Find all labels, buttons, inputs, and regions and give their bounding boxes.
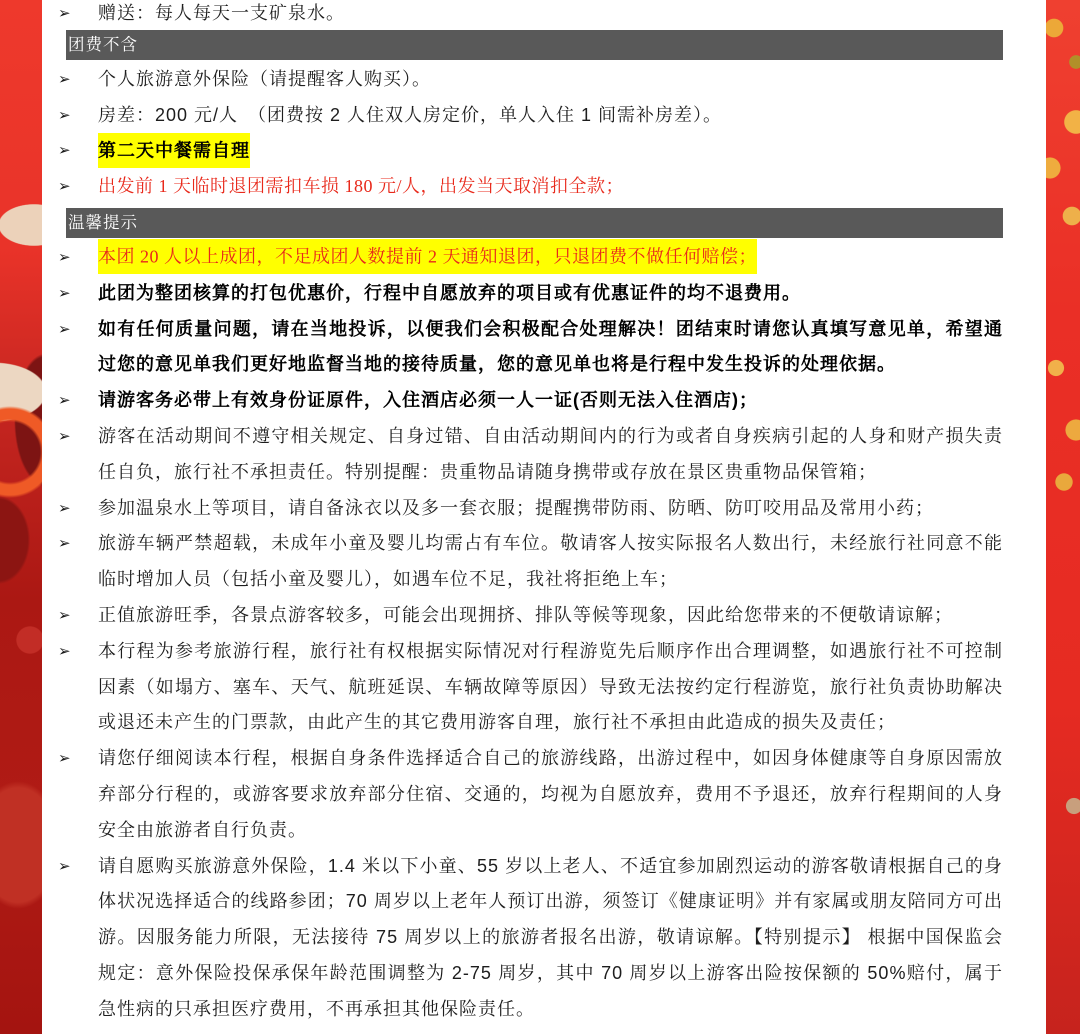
highlighted-text: 第二天中餐需自理 [98, 133, 250, 168]
list-item [58, 98, 1003, 134]
list-item-text: 房差：200 元/人 （团费按 2 人住双人房定价，单人入住 1 间需补房差）。 [98, 104, 723, 125]
bullet-arrow-icon: ➢ [58, 106, 71, 124]
list-item [58, 849, 1003, 1028]
list-item-text: 赠送：每人每天一支矿泉水。 [98, 3, 345, 23]
fees-excluded-list [58, 62, 1003, 205]
list-item-text: 本行程为参考旅游行程，旅行社有权根据实际情况对行程游览先后顺序作出合理调整，如遇旅行社不可控制因素（如塌方、塞车、天气、航班延误、车辆故障等原因）导致无法按约定行程游览，旅行社负责协助解决或退还未产生的门票款，由此产生的其它费用游客自理，旅行社不承担由此造成的损失及责任； [98, 640, 1003, 733]
list-item [58, 419, 1003, 491]
list-item-text: 此团为整团核算的打包优惠价，行程中自愿放弃的项目或有优惠证件的均不退费用。 [98, 282, 801, 303]
bullet-arrow-icon: ➢ [58, 642, 71, 660]
bullet-arrow-icon: ➢ [58, 178, 71, 196]
bullet-arrow-icon: ➢ [58, 284, 71, 302]
list-item-text: 旅游车辆严禁超载，未成年小童及婴儿均需占有车位。敬请客人按实际报名人数出行，未经旅行社同意不能临时增加人员（包括小童及婴儿），如遇车位不足，我社将拒绝上车； [98, 533, 1003, 590]
list-item [58, 598, 1003, 634]
bullet-arrow-icon: ➢ [58, 606, 71, 624]
list-item [58, 240, 1003, 276]
list-item-text: 如有任何质量问题，请在当地投诉，以便我们会积极配合处理解决！团结束时请您认真填写意见单，希望通过您的意见单我们更好地监督当地的接待质量，您的意见单也将是行程中发生投诉的处理依据。 [98, 318, 1003, 375]
section-header-warm-tips: 温馨提示 [66, 208, 1003, 238]
section-header-fees-excluded: 团费不含 [66, 30, 1003, 60]
list-item [58, 383, 1003, 419]
list-item [58, 526, 1003, 598]
bullet-arrow-icon: ➢ [58, 248, 71, 266]
bullet-arrow-icon: ➢ [58, 499, 71, 517]
list-item-text: 出发前 1 天临时退团需扣车损 180 元/人，出发当天取消扣全款； [98, 176, 624, 197]
bullet-arrow-icon: ➢ [58, 70, 71, 88]
bullet-arrow-icon: ➢ [58, 750, 71, 768]
list-item [58, 62, 1003, 98]
list-item-text: 请您仔细阅读本行程，根据自身条件选择适合自己的旅游线路，出游过程中，如因身体健康等自身原因需放弃部分行程的，或游客要求放弃部分住宿、交通的，均视为自愿放弃，费用不予退还，放弃行程期间的人身安全由旅游者自行负责。 [98, 748, 1003, 840]
list-item-text: 请游客务必带上有效身份证原件，入住酒店必须一人一证(否则无法入住酒店)； [98, 390, 758, 411]
bullet-arrow-icon: ➢ [58, 392, 71, 410]
list-item [58, 634, 1003, 741]
list-item [58, 491, 1003, 527]
list-item [58, 169, 1003, 205]
list-item-text: 个人旅游意外保险（请提醒客人购买）。 [98, 68, 431, 89]
bullet-arrow-icon: ➢ [58, 142, 71, 160]
left-decoration-border [0, 0, 42, 1034]
right-decoration-border [1046, 0, 1080, 1034]
warm-tips-list [58, 240, 1003, 1028]
list-item [58, 276, 1003, 312]
bullet-arrow-icon: ➢ [58, 535, 71, 553]
bullet-arrow-icon: ➢ [58, 5, 71, 22]
bullet-arrow-icon: ➢ [58, 857, 71, 875]
list-item [58, 741, 1003, 848]
list-item [58, 0, 1003, 32]
list-item-text: 参加温泉水上等项目，请自备泳衣以及多一套衣服；提醒携带防雨、防晒、防叮咬用品及常用小药； [98, 497, 934, 518]
list-item-text: 正值旅游旺季，各景点游客较多，可能会出现拥挤、排队等候等现象，因此给您带来的不便敬请谅解； [98, 604, 953, 625]
list-item [58, 312, 1003, 384]
list-item [58, 133, 1003, 169]
highlighted-text: 本团 20 人以上成团，不足成团人数提前 2 天通知退团，只退团费不做任何赔偿； [98, 239, 757, 274]
bullet-arrow-icon: ➢ [58, 320, 71, 338]
document-content [42, 0, 1046, 1028]
list-item-text: 请自愿购买旅游意外保险，1.4 米以下小童、55 岁以上老人、不适宜参加剧烈运动的游客敬请根据自己的身体状况选择适合的线路参团；70 周岁以上老年人预订出游，须签订《健康证明》并有家属或朋友陪同方可出游。因服务能力所限，无法接待 75 周岁以上的旅游者报名出游，敬请谅解。【特别提示】 根据中国保监会规定：意外保险投保承保年龄范围调整为 2-75 周岁，其中 70 周岁以上游客出险按保额的 50%赔付，属于急性病的只承担医疗费用，不再承担其他保险责任。 [98, 855, 1003, 1019]
list-item-text: 游客在活动期间不遵守相关规定、自身过错、自由活动期间内的行为或者自身疾病引起的人身和财产损失责任自负，旅行社不承担责任。特别提醒：贵重物品请随身携带或存放在景区贵重物品保管箱； [98, 425, 1003, 482]
bullet-arrow-icon: ➢ [58, 427, 71, 445]
